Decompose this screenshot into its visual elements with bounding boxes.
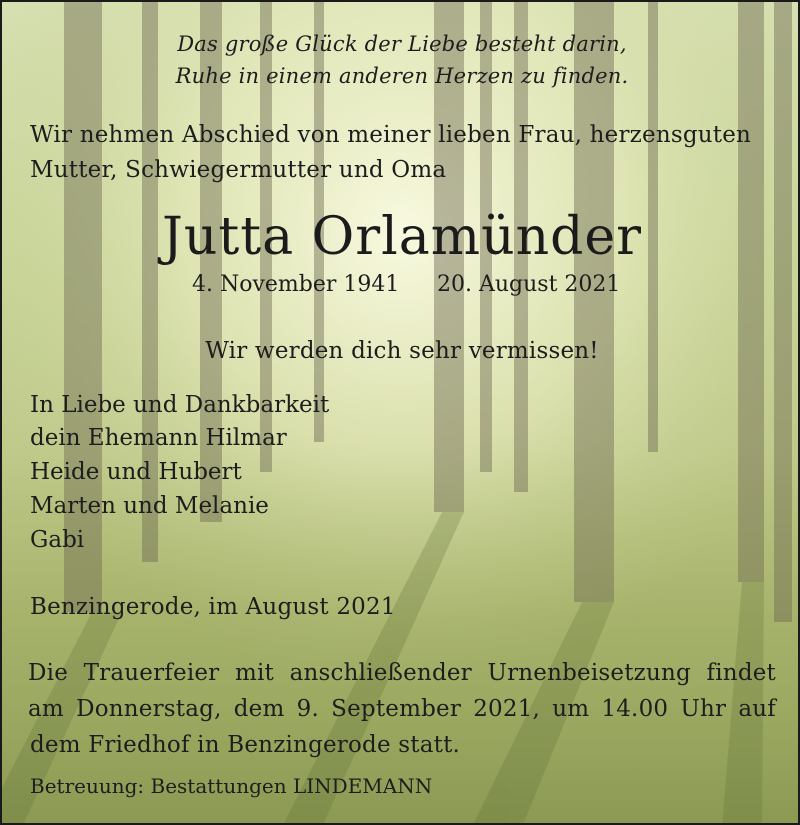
mourner-name: Marten und Melanie: [30, 493, 269, 519]
quote-line-2: Ruhe in einem anderen Herzen zu finden.: [175, 64, 629, 88]
ceremony-line-3: dem Friedhof in Benzingerode statt.: [30, 732, 461, 758]
intro-line-1: Wir nehmen Abschied von meiner lieben Frau, herzensguten: [30, 122, 752, 148]
place-date: Benzingerode, im August 2021: [30, 594, 396, 620]
birth-date: 4. November 1941: [192, 272, 400, 297]
mourner-name: Gabi: [30, 527, 85, 553]
death-date: 20. August 2021: [437, 272, 621, 297]
ceremony-line-1: Die Trauerfeier mit anschließender Urnenbeisetzung findet: [28, 660, 776, 686]
ceremony-line-2: am Donnerstag, dem 9. September 2021, um 14.00 Uhr auf: [28, 696, 776, 722]
farewell-text: Wir werden dich sehr vermissen!: [205, 338, 599, 364]
intro-line-2: Mutter, Schwiegermutter und Oma: [30, 157, 447, 183]
quote-line-1: Das große Glück der Liebe besteht darin,: [177, 32, 627, 56]
mourner-name: dein Ehemann Hilmar: [30, 425, 287, 451]
deceased-name: Jutta Orlamünder: [162, 207, 642, 267]
mourners-heading: In Liebe und Dankbarkeit: [30, 392, 330, 418]
mourner-name: Heide und Hubert: [30, 459, 242, 485]
undertaker-credit: Betreuung: Bestattungen LINDEMANN: [30, 774, 433, 798]
